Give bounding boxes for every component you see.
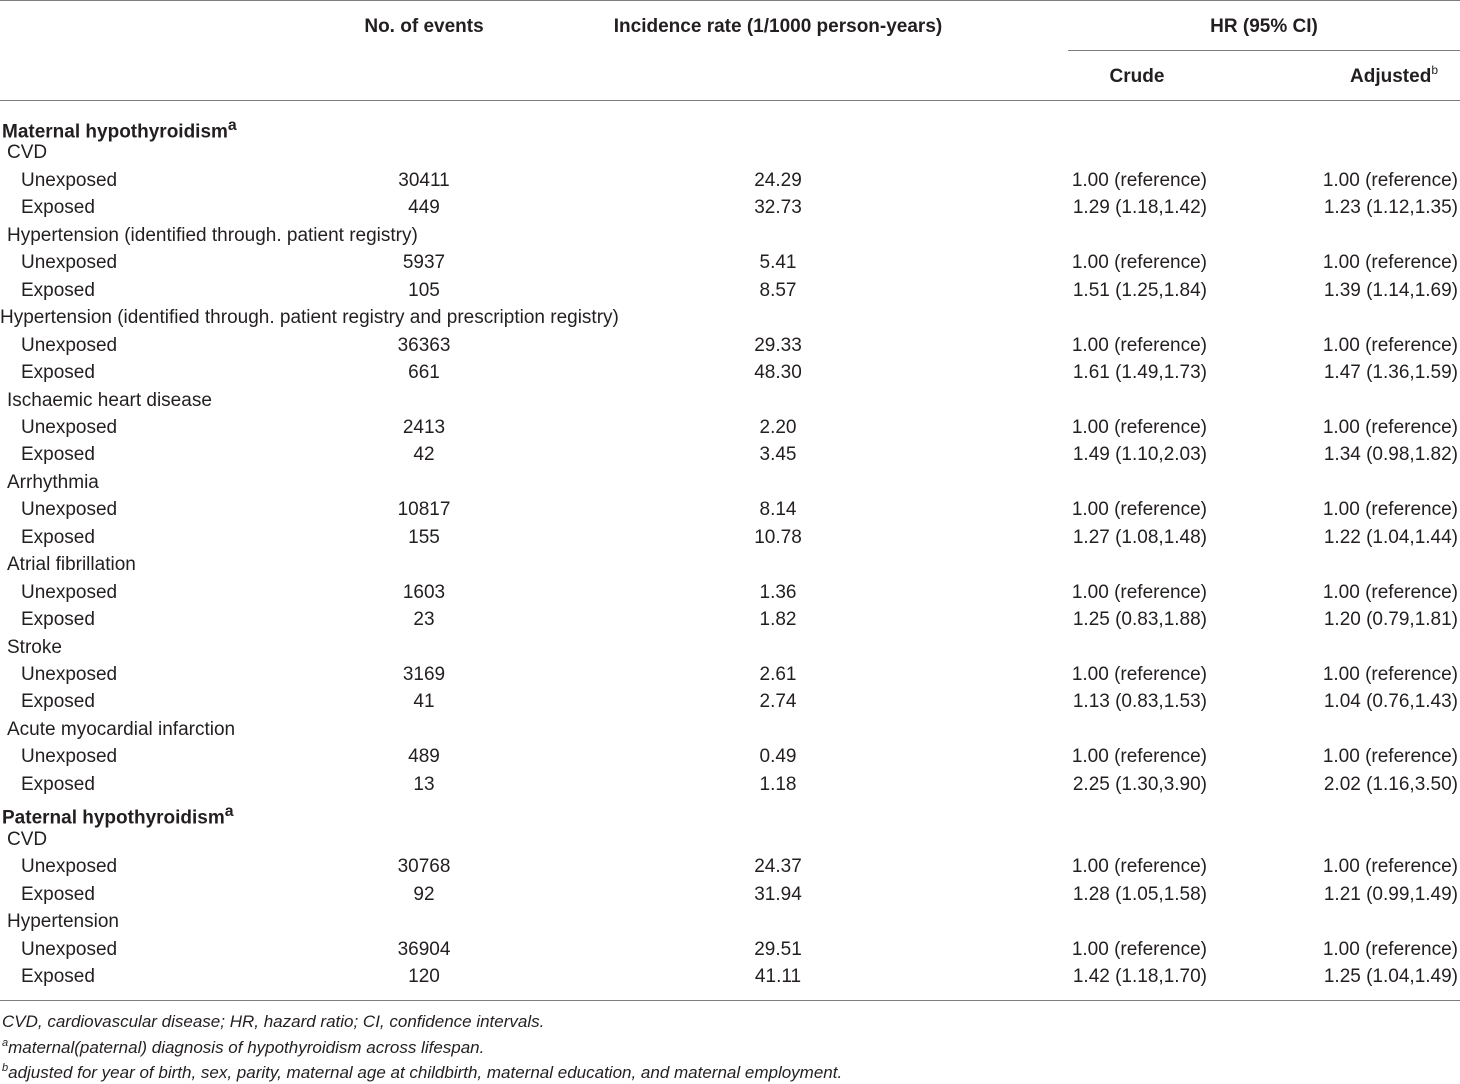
row-label-text: Arrhythmia	[7, 471, 99, 493]
rate-cell: 0.49	[759, 746, 797, 768]
rate-cell: 2.74	[759, 691, 797, 713]
row-label-text: Unexposed	[21, 169, 118, 191]
rate-cell: 48.30	[754, 362, 802, 384]
row-label	[21, 606, 95, 634]
crude-hr-cell: 1.00 (reference)	[1071, 416, 1207, 438]
row-label	[21, 496, 117, 524]
events-cell: 30411	[398, 169, 450, 191]
crude-hr-cell: 1.28 (1.05,1.58)	[1072, 883, 1207, 905]
group-row	[0, 112, 1460, 143]
top-rule	[0, 0, 1460, 1]
row-label-text: Unexposed	[21, 334, 118, 356]
row-label	[21, 688, 95, 716]
row-label-text: Exposed	[21, 197, 95, 219]
outcome-row	[0, 387, 1460, 415]
table-row	[0, 249, 1460, 277]
table-row	[0, 194, 1460, 222]
row-label	[21, 963, 95, 991]
adjusted-hr-cell: 1.00 (reference)	[1322, 169, 1458, 191]
row-label	[21, 167, 117, 195]
rate-cell: 10.78	[754, 526, 802, 548]
rate-cell: 31.94	[754, 883, 802, 905]
crude-hr-cell: 1.00 (reference)	[1071, 169, 1207, 191]
table-row	[0, 524, 1460, 552]
row-label-text: Unexposed	[21, 581, 118, 603]
row-label	[21, 277, 95, 305]
row-label	[21, 414, 117, 442]
row-label	[21, 359, 95, 387]
rate-cell: 29.33	[754, 334, 802, 356]
adjusted-hr-cell: 1.00 (reference)	[1322, 416, 1458, 438]
events-cell: 41	[413, 691, 435, 713]
row-label-text: Exposed	[21, 526, 95, 548]
crude-hr-cell: 1.13 (0.83,1.53)	[1072, 691, 1207, 713]
row-label	[21, 881, 95, 909]
row-label	[0, 304, 619, 332]
row-label	[7, 551, 136, 579]
table-row	[0, 936, 1460, 964]
footnote-a	[2, 1038, 484, 1058]
table-row	[0, 496, 1460, 524]
crude-hr-cell: 1.00 (reference)	[1071, 664, 1207, 685]
row-label-text: Unexposed	[21, 664, 118, 685]
adjusted-hr-cell: 1.00 (reference)	[1322, 581, 1458, 603]
row-label	[21, 853, 117, 881]
crude-hr-cell: 1.00 (reference)	[1071, 252, 1207, 274]
events-cell: 42	[413, 444, 435, 466]
footnote-b	[2, 1063, 842, 1083]
crude-hr-cell: 2.25 (1.30,3.90)	[1072, 773, 1207, 795]
table-row	[0, 661, 1460, 689]
events-cell: 36363	[397, 334, 451, 356]
events-cell: 449	[408, 197, 440, 219]
crude-hr-cell: 1.00 (reference)	[1071, 746, 1207, 768]
crude-hr-cell: 1.25 (0.83,1.88)	[1072, 609, 1207, 631]
header-adjusted-text: Adjusted	[1350, 66, 1432, 87]
row-label-text: Exposed	[21, 279, 95, 301]
row-label-sup: a	[227, 117, 237, 134]
adjusted-hr-cell: 1.00 (reference)	[1322, 938, 1458, 960]
outcome-row	[0, 716, 1460, 744]
row-label-text: Exposed	[21, 444, 95, 466]
table-row	[0, 743, 1460, 771]
adjusted-hr-cell: 1.39 (1.14,1.69)	[1323, 279, 1458, 301]
events-cell: 120	[408, 965, 440, 987]
crude-hr-cell: 1.00 (reference)	[1071, 334, 1207, 356]
row-label-text: Unexposed	[21, 499, 118, 521]
footnote-a-mark: a	[2, 1037, 9, 1049]
row-label	[21, 936, 117, 964]
crude-hr-cell: 1.00 (reference)	[1071, 856, 1207, 878]
row-label-text: Hypertension (identified through. patient registry)	[7, 224, 418, 246]
row-label	[7, 908, 119, 936]
events-cell: 105	[408, 279, 440, 301]
rate-cell: 5.41	[759, 252, 797, 274]
outcome-row	[0, 139, 1460, 167]
row-label-text: Unexposed	[21, 746, 118, 768]
row-label	[21, 441, 95, 469]
header-rule	[0, 100, 1460, 101]
row-label-text: Paternal hypothyroidism	[2, 807, 225, 829]
rate-cell: 3.45	[759, 444, 797, 466]
row-label-text: Unexposed	[21, 252, 118, 274]
row-label	[21, 661, 117, 689]
header-hr: HR (95% CI)	[1210, 16, 1318, 37]
table-row	[0, 853, 1460, 881]
row-label-text: Exposed	[21, 609, 95, 631]
crude-hr-cell: 1.42 (1.18,1.70)	[1072, 965, 1207, 987]
row-label-text: Unexposed	[21, 938, 118, 960]
table-row	[0, 277, 1460, 305]
row-label	[21, 249, 117, 277]
adjusted-hr-cell: 1.23 (1.12,1.35)	[1323, 197, 1458, 219]
crude-hr-cell: 1.29 (1.18,1.42)	[1072, 197, 1207, 219]
adjusted-hr-cell: 1.00 (reference)	[1322, 856, 1458, 878]
row-label-text: Atrial fibrillation	[7, 554, 136, 576]
rate-cell: 24.37	[754, 856, 802, 878]
adjusted-hr-cell: 1.04 (0.76,1.43)	[1323, 691, 1458, 713]
table-row	[0, 167, 1460, 195]
outcome-row	[0, 826, 1460, 854]
header-crude: Crude	[1109, 66, 1165, 87]
outcome-row	[0, 634, 1460, 662]
group-row	[0, 798, 1460, 829]
row-label-text: Ischaemic heart disease	[7, 389, 212, 411]
rate-cell: 1.82	[759, 609, 797, 631]
header-adjusted	[1350, 63, 1438, 88]
crude-hr-cell: 1.49 (1.10,2.03)	[1072, 444, 1207, 466]
row-label	[7, 139, 47, 167]
outcome-row	[0, 551, 1460, 579]
row-label	[21, 771, 95, 799]
row-label-text: Exposed	[21, 965, 95, 987]
table-row	[0, 414, 1460, 442]
adjusted-hr-cell: 1.47 (1.36,1.59)	[1323, 362, 1458, 384]
adjusted-hr-cell: 1.21 (0.99,1.49)	[1323, 883, 1458, 905]
outcome-row	[0, 304, 1460, 332]
row-label	[7, 222, 418, 250]
row-label-text: CVD	[7, 828, 48, 850]
row-label	[21, 524, 95, 552]
rate-cell: 8.14	[759, 499, 797, 521]
table-row	[0, 771, 1460, 799]
events-cell: 30768	[397, 856, 451, 878]
table-row	[0, 881, 1460, 909]
events-cell: 155	[408, 526, 440, 548]
row-label-text: Exposed	[21, 691, 95, 713]
rate-cell: 8.57	[759, 279, 797, 301]
rate-cell: 2.61	[759, 664, 797, 685]
hr-underline	[1068, 50, 1460, 51]
row-label-text: Unexposed	[21, 856, 118, 878]
events-cell: 5937	[402, 252, 446, 274]
bottom-rule	[0, 1000, 1460, 1001]
crude-hr-cell: 1.00 (reference)	[1071, 581, 1207, 603]
row-label	[7, 469, 99, 497]
events-cell: 3169	[402, 664, 446, 685]
rate-cell: 41.11	[754, 965, 802, 987]
outcome-row	[0, 222, 1460, 250]
adjusted-hr-cell: 1.00 (reference)	[1322, 499, 1458, 521]
row-label-text: Stroke	[7, 636, 62, 658]
footnote-b-mark: b	[2, 1062, 9, 1074]
table-row	[0, 606, 1460, 634]
adjusted-hr-cell: 1.20 (0.79,1.81)	[1323, 609, 1458, 631]
events-cell: 489	[408, 746, 440, 768]
row-label-text: Exposed	[21, 773, 95, 795]
adjusted-hr-cell: 1.00 (reference)	[1322, 664, 1458, 685]
row-label	[21, 194, 95, 222]
header-rate: Incidence rate (1/1000 person-years)	[613, 16, 943, 37]
table-row	[0, 688, 1460, 716]
adjusted-hr-cell: 1.00 (reference)	[1322, 334, 1458, 356]
table-row	[0, 359, 1460, 387]
row-label-text: Hypertension (identified through. patient registry and prescription registry)	[0, 307, 619, 329]
row-label-text: Acute myocardial infarction	[7, 718, 236, 740]
rate-cell: 1.36	[759, 581, 797, 603]
row-label	[21, 743, 117, 771]
crude-hr-cell: 1.00 (reference)	[1071, 499, 1207, 521]
header-events: No. of events	[364, 16, 484, 37]
rate-cell: 2.20	[759, 416, 797, 438]
row-label	[21, 579, 117, 607]
row-label-text: Exposed	[21, 362, 95, 384]
crude-hr-cell: 1.27 (1.08,1.48)	[1072, 526, 1207, 548]
crude-hr-cell: 1.00 (reference)	[1071, 938, 1207, 960]
header-adjusted-sup: b	[1431, 63, 1438, 77]
table-row	[0, 963, 1460, 991]
adjusted-hr-cell: 2.02 (1.16,3.50)	[1323, 773, 1458, 795]
crude-hr-cell: 1.61 (1.49,1.73)	[1072, 362, 1207, 384]
row-label	[7, 716, 235, 744]
events-cell: 36904	[397, 938, 451, 960]
table-row	[0, 332, 1460, 360]
row-label-text: Exposed	[21, 883, 95, 905]
adjusted-hr-cell: 1.34 (0.98,1.82)	[1323, 444, 1458, 466]
row-label	[7, 634, 62, 662]
table-row	[0, 441, 1460, 469]
row-label	[7, 826, 47, 854]
outcome-row	[0, 469, 1460, 497]
events-cell: 13	[413, 773, 435, 795]
outcome-row	[0, 908, 1460, 936]
table-row	[0, 579, 1460, 607]
rate-cell: 24.29	[754, 169, 802, 191]
events-cell: 10817	[397, 499, 451, 521]
footnote-abbrev: CVD, cardiovascular disease; HR, hazard ratio; CI, confidence intervals.	[2, 1012, 545, 1031]
row-label	[21, 332, 117, 360]
events-cell: 2413	[402, 416, 446, 438]
rate-cell: 29.51	[754, 938, 802, 960]
row-label-text: Unexposed	[21, 416, 118, 438]
row-label-sup: a	[224, 803, 234, 821]
events-cell: 23	[413, 609, 435, 631]
adjusted-hr-cell: 1.00 (reference)	[1322, 252, 1458, 274]
adjusted-hr-cell: 1.25 (1.04,1.49)	[1323, 965, 1458, 987]
events-cell: 92	[413, 883, 435, 905]
row-label	[7, 387, 212, 415]
adjusted-hr-cell: 1.00 (reference)	[1322, 746, 1458, 768]
adjusted-hr-cell: 1.22 (1.04,1.44)	[1323, 526, 1458, 548]
rate-cell: 1.18	[759, 773, 797, 795]
row-label-text: CVD	[7, 142, 48, 164]
row-label-text: Maternal hypothyroidism	[2, 121, 228, 143]
rate-cell: 32.73	[754, 197, 802, 219]
events-cell: 661	[408, 362, 440, 384]
footnote-b-text: adjusted for year of birth, sex, parity, maternal age at childbirth, maternal education, and maternal employment.	[8, 1063, 843, 1082]
footnote-a-text: maternal(paternal) diagnosis of hypothyroidism across lifespan.	[8, 1038, 485, 1057]
row-label-text: Hypertension	[7, 911, 119, 933]
crude-hr-cell: 1.51 (1.25,1.84)	[1072, 279, 1207, 301]
events-cell: 1603	[402, 581, 446, 603]
